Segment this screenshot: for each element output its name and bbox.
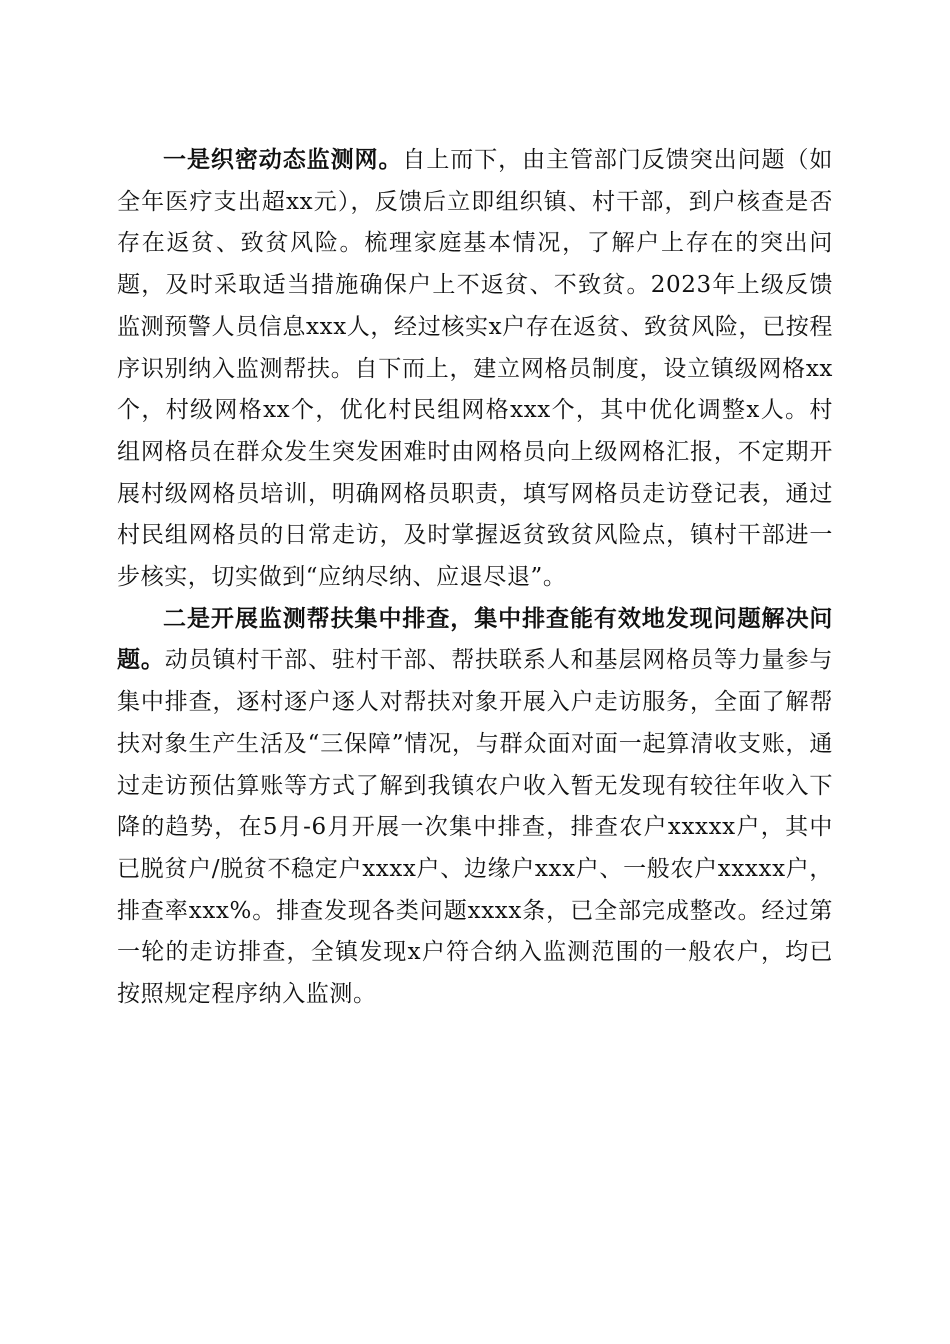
document-body xyxy=(117,140,833,1016)
paragraph-centralized-inspection xyxy=(117,599,833,1016)
paragraph-text: 动员镇村干部、驻村干部、帮扶联系人和基层网格员等力量参与集中排查，逐村逐户逐人对帮扶对象开展入户走访服务，全面了解帮扶对象生产生活及“三保障”情况，与群众面对面一起算清收支账，通过走访预估算账等方式了解到我镇农户收入暂无发现有较往年收入下降的趋势，在5月-6月开展一次集中排查，排查农户xxxxx户，其中已脱贫户/脱贫不稳定户xxxx户、边缘户xxx户、一般农户xxxxx户，排查率xxx%。排查发现各类问题xxxx条，已全部完成整改。经过第一轮的走访排查，全镇发现x户符合纳入监测范围的一般农户，均已按照规定程序纳入监测。 xyxy=(117,647,833,1008)
paragraph-lead: 二是开展监测帮扶集中排查，集中排查能有效地发现问题解决问题。 xyxy=(117,605,833,674)
paragraph-lead: 一是织密动态监测网。 xyxy=(163,147,403,173)
paragraph-monitoring-network xyxy=(117,140,833,599)
paragraph-text: 自上而下，由主管部门反馈突出问题（如全年医疗支出超xx元），反馈后立即组织镇、村干部，到户核查是否存在返贫、致贫风险。梳理家庭基本情况，了解户上存在的突出问题，及时采取适当措施确保户上不返贫、不致贫。2023年上级反馈监测预警人员信息xxx人，经过核实x户存在返贫、致贫风险，已按程序识别纳入监测帮扶。自下而上，建立网格员制度，设立镇级网格xx个，村级网格xx个，优化村民组网格xxx个，其中优化调整x人。村组网格员在群众发生突发困难时由网格员向上级网格汇报，不定期开展村级网格员培训，明确网格员职责，填写网格员走访登记表，通过村民组网格员的日常走访，及时掌握返贫致贫风险点，镇村干部进一步核实，切实做到“应纳尽纳、应退尽退”。 xyxy=(117,147,833,591)
